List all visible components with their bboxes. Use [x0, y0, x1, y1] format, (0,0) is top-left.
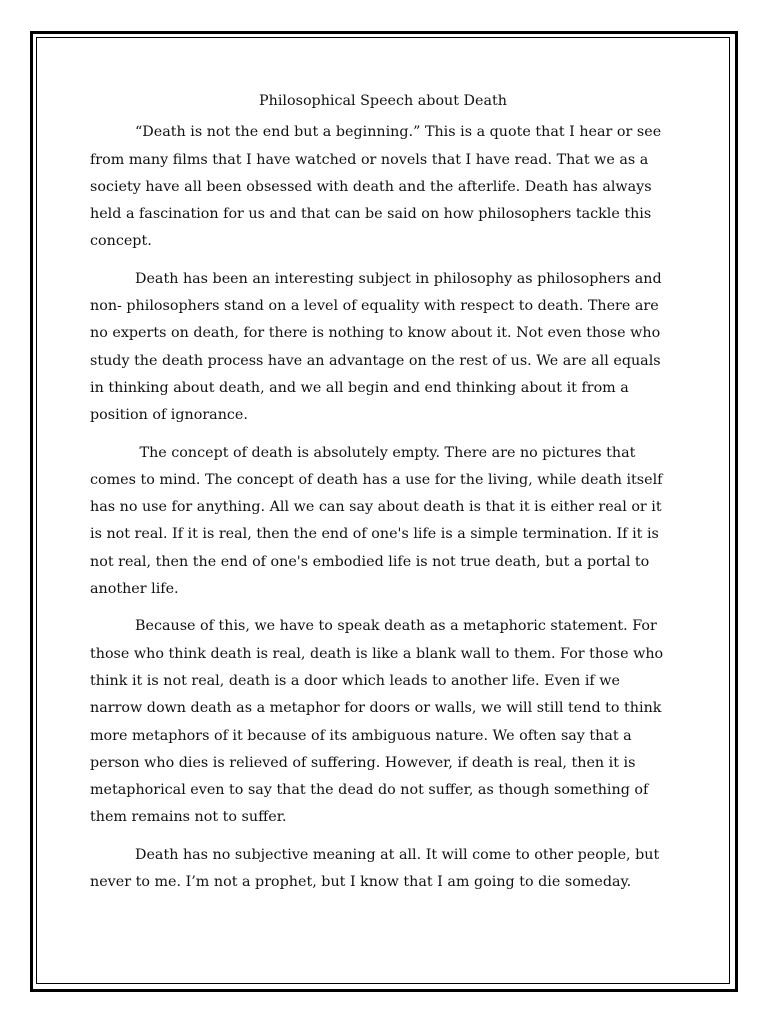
document-title: Philosophical Speech about Death: [259, 93, 507, 109]
paragraph-1: “Death is not the end but a beginning.” This is a quote that I hear or see from many films that I have watched or novels that I have read. That we as a society have all been obsessed with death and the afterlife. Death has always held a fascination for us and that can be said on how philosophers tackle this concept.: [90, 124, 662, 250]
paragraph-2: Death has been an interesting subject in philosophy as philosophers and non- philosophers stand on a level of equality with respect to death. There are no experts on death, for there is nothing to know about it. Not even those who study the death process have an advantage on the rest of us. We are all equals in thinking about death, and we all begin and end thinking about it from a position of ignorance.: [90, 270, 662, 424]
paragraph-4: Because of this, we have to speak death as a metaphoric statement. For those who think death is real, death is like a blank wall to them. For those who think it is not real, death is a door which leads to another life. Even if we narrow down death as a metaphor for doors or walls, we will still tend to think more metaphors of it because of its ambiguous nature. We often say that a person who dies is relieved of suffering. However, if death is real, then it is metaphorical even to say that the dead do not suffer, as though something of them remains not to suffer.: [90, 618, 664, 826]
paragraph-3: The concept of death is absolutely empty. There are no pictures that comes to mind. The concept of death has a use for the living, while death itself has no use for anything. All we can say about death is that it is either real or it is not real. If it is real, then the end of one's life is a simple termination. If it is not real, then the end of one's embodied life is not true death, but a portal to another life.: [90, 444, 668, 598]
paragraph-5: Death has no subjective meaning at all. It will come to other people, but never to me. I’m not a prophet, but I know that I am going to die someday.: [90, 846, 660, 891]
document-body: [90, 88, 676, 906]
